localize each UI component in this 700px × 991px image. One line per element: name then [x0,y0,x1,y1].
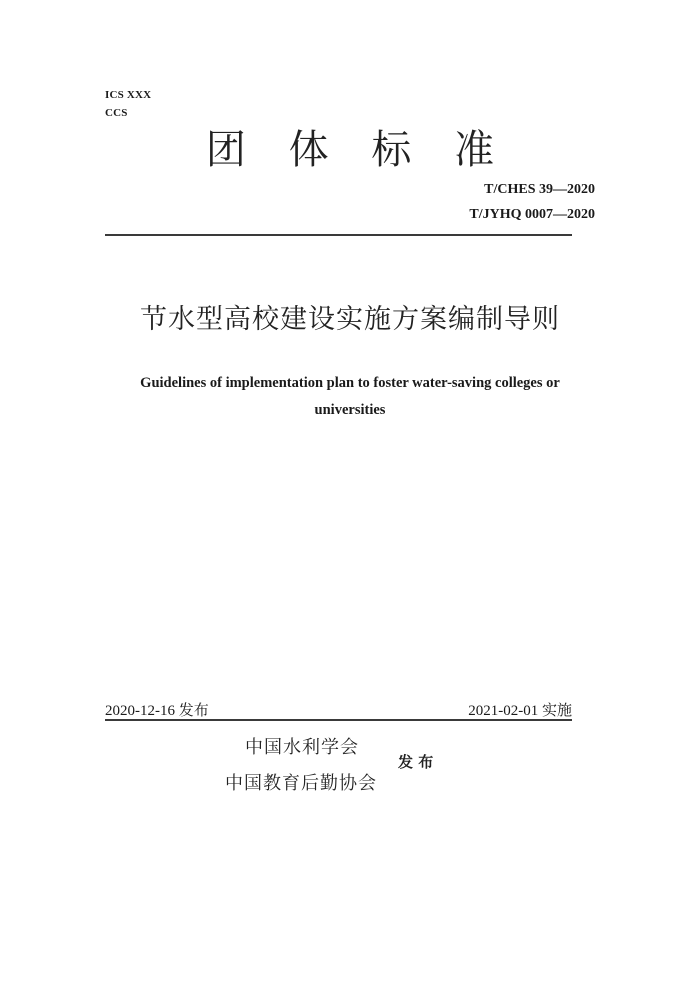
publisher-education-logistics-association: 中国教育后勤协会 [225,773,377,794]
title-chinese: 节水型高校建设实施方案编制导则 [140,304,560,335]
title-english-line-1: Guidelines of implementation plan to foster water-saving colleges or [140,375,560,391]
standard-type-heading: 团 体 标 准 [205,127,510,173]
ics-code: ICS XXX [105,89,152,101]
standard-number-jyhq: T/JYHQ 0007—2020 [469,207,595,222]
publish-date: 2020-12-16 发布 [105,703,209,719]
publisher-water-society: 中国水利学会 [245,737,359,758]
publish-label: 发 布 [398,753,434,771]
date-rule [105,719,572,721]
title-english-line-2: universities [314,402,386,418]
implementation-date: 2021-02-01 实施 [468,703,572,719]
header-rule [105,234,572,236]
ccs-code: CCS [105,107,128,119]
standard-number-ches: T/CHES 39—2020 [484,182,595,197]
